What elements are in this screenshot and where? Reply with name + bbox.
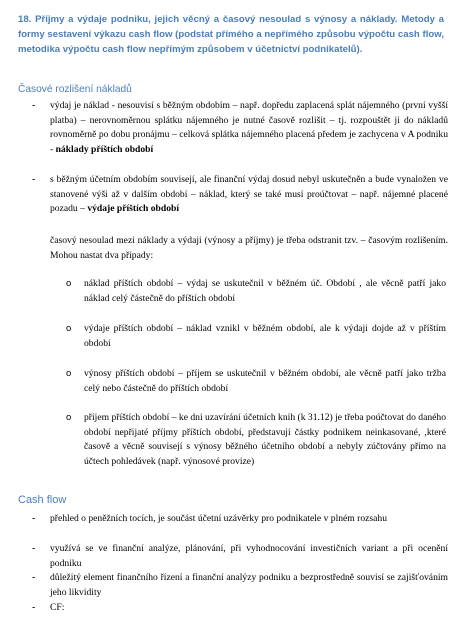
list-item-text: výdaj je náklad - nesouvisí s běžným obdobím – např. dopředu zaplacená splát nájemného (první vyšší platba) – nerovnoměrnou splátku nájemného je nutné časově rozlišit – tj. rozpouštět ji do nákladů rovnoměrně po dobu pronájmu – celková splátka nájemného placená předem je zachycena v A podniku - bbox=[50, 100, 448, 155]
section-title-cash-flow: Cash flow bbox=[18, 494, 67, 506]
list-item-text: s běžným účetním obdobím souvisejí, ale finanční výdaj dosud nebyl uskutečněn a bude vynaložen ve stanovené výši až v dalším období – náklad, který se také musí proúčtovat – např. nájemné placené pozadu – bbox=[50, 174, 448, 215]
list-item-text: využívá se ve finanční analýze, plánování, při vyhodnocování investičních variant a při ocenění podniku bbox=[50, 543, 448, 569]
section-title-casove-rozliseni: Časové rozlišení nákladů bbox=[18, 84, 132, 95]
document-heading: 18. Příjmy a výdaje podniku, jejich věcný a časový nesoulad s výnosy a náklady. Metody a formy sestavení výkazu cash flow (podstat přímého a nepřímého způsobu výpočtu cash flow, metodika výpočtu cash flow nepřímým způsobem v účetnictví podnikatelů). bbox=[18, 14, 444, 56]
dash-bullet: - bbox=[32, 100, 36, 111]
case-item-text: výnosy příštích období – příjem se uskutečnil v běžném období, ale věcně patří jako tržba celý nebo částečně do příštích období bbox=[84, 368, 446, 394]
dash-bullet: - bbox=[32, 513, 36, 524]
list-item-bold-text: výdaje příštích období bbox=[87, 203, 180, 215]
dash-bullet: - bbox=[32, 572, 36, 583]
paragraph-casovy-nesoulad: časový nesoulad mezi náklady a výdaji (výnosy a příjmy) je třeba odstranit tzv. – časovým rozlišením. Mohou nastat dva případy: bbox=[50, 235, 448, 261]
dash-bullet: - bbox=[32, 174, 36, 185]
circle-bullet: o bbox=[66, 323, 72, 334]
circle-bullet: o bbox=[66, 368, 72, 379]
list-item-text: CF: bbox=[50, 602, 65, 613]
case-item-text: výdaje příštích období – náklad vznikl v běžném období, ale k výdaji dojde až v příštím období bbox=[84, 323, 446, 349]
dash-bullet: - bbox=[32, 543, 36, 554]
list-item-text: přehled o peněžních tocích, je součást účetní uzávěrky pro podnikatele v plném rozsahu bbox=[50, 513, 387, 524]
list-item-text: důležitý element finančního řízení a finanční analýzy podniku a bezprostředně souvisí se zajišťováním jeho likvidity bbox=[50, 572, 448, 598]
dash-bullet: - bbox=[32, 602, 36, 613]
list-item-bold-text: náklady příštích období bbox=[55, 143, 154, 155]
case-item-text: náklad příštích období – výdaj se uskutečnil v běžném úč. Období , ale věcně patří jako náklad celý částečně do příštích období bbox=[84, 278, 446, 304]
circle-bullet: o bbox=[66, 278, 72, 289]
circle-bullet: o bbox=[66, 412, 72, 423]
case-item-text: příjem příštích období – ke dni uzavírání účetních knih (k 31.12) je třeba poúčtovat do daného období nepřijaté příjmy příštích období, představují částky podnikem neinkasované, ,které časově a věcně souvisejí s výnosy běžného účetního období a nebyly zúčtovány přímo na účtech pohledávek (např. výnosové provize) bbox=[84, 412, 446, 467]
